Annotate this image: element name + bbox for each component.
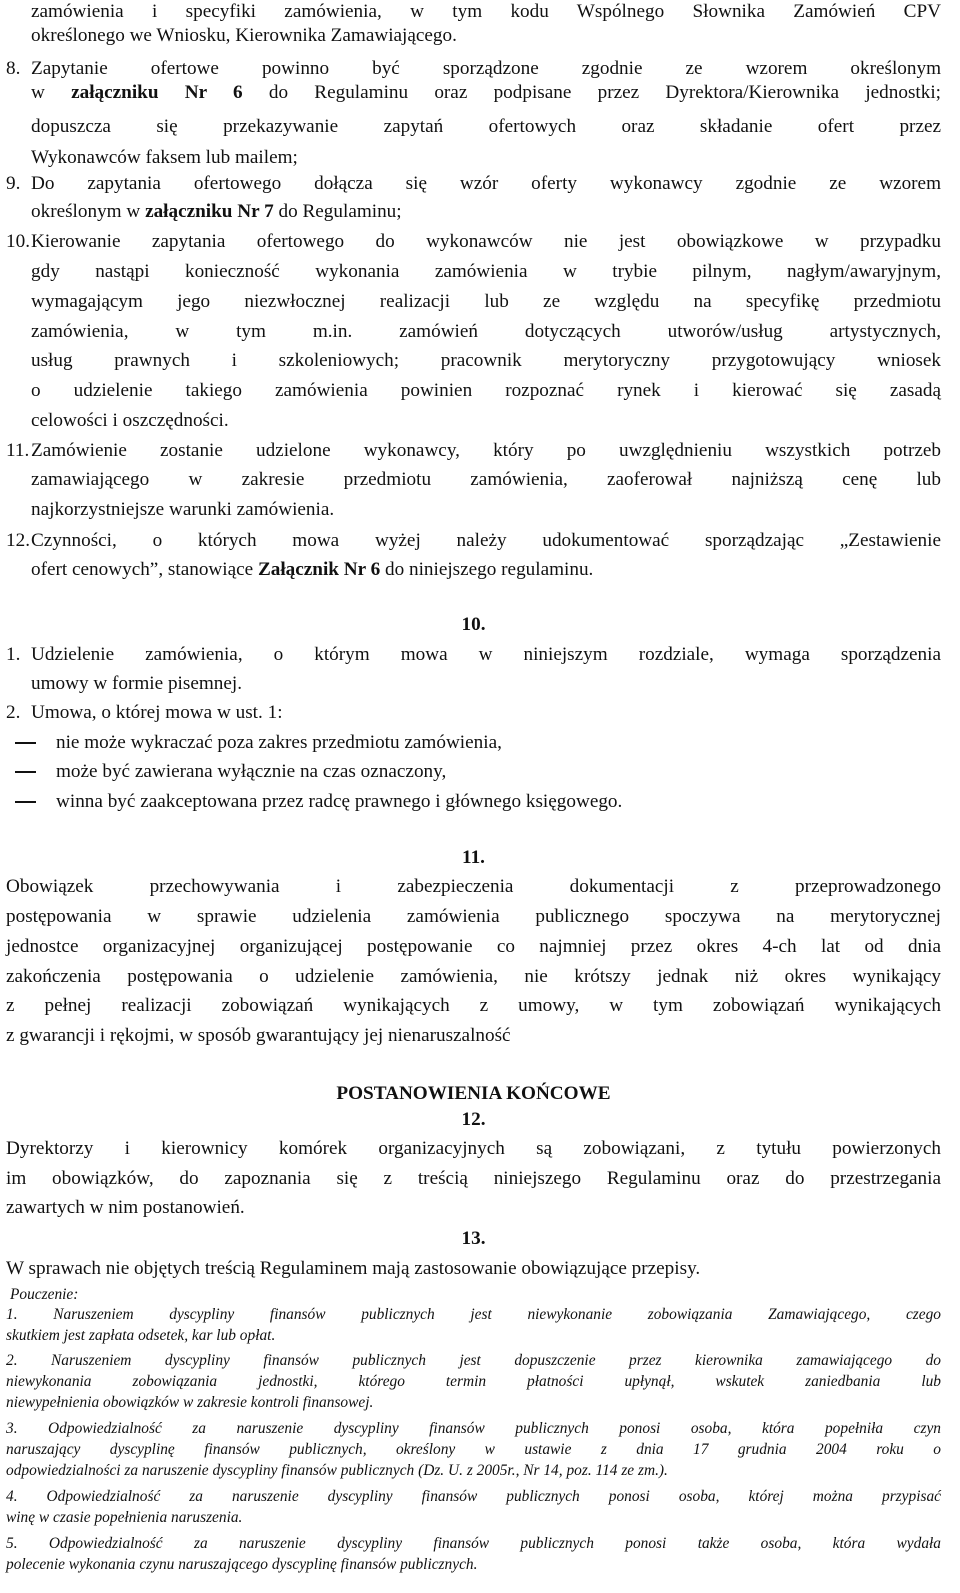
section-number: 11. — [462, 847, 485, 868]
footnote-line: 2. Naruszeniem dyscypliny finansów publicznych jest dopuszczenie przez kierownika zamawiającego do — [6, 1352, 941, 1369]
text-line: usług prawnych i szkoleniowych; pracownik merytoryczny przygotowujący wniosek — [31, 350, 941, 371]
text-line: im obowiązków, do zapoznania się z treścią niniejszego Regulaminu oraz do przestrzegania — [6, 1168, 941, 1189]
section-number: 12. — [461, 1109, 486, 1130]
footnote-line: niewypełnienia obowiązków w zakresie kontroli finansowej. — [6, 1394, 374, 1411]
text-line: najkorzystniejsze warunki zamówienia. — [31, 499, 335, 520]
text-line: zamawiającego w zakresie przedmiotu zamówienia, zaoferował najniższą cenę lub — [31, 469, 941, 490]
text-line: zakończenia postępowania o udzielenie zamówienia, nie krótszy jednak niż okres wynikający — [6, 966, 941, 987]
footnote-line: polecenie wykonania czynu naruszającego dyscyplinę finansów publicznych. — [6, 1556, 478, 1573]
text-line: zawartych w nim postanowień. — [6, 1197, 245, 1218]
section-number: 10. — [461, 614, 486, 635]
footnote-line: skutkiem jest zapłata odsetek, kar lub opłat. — [6, 1327, 276, 1344]
text-line: zamówienia i specyfiki zamówienia, w tym kodu Wspólnego Słownika Zamówień CPV — [31, 1, 941, 22]
text-line: z pełnej realizacji zobowiązań wynikających z umowy, w tym zobowiązań wynikających — [6, 995, 941, 1016]
list-item-11 — [6, 439, 941, 463]
list-item-2 — [6, 701, 941, 725]
footnote-line: 4. Odpowiedzialność za naruszenie dyscypliny finansów publicznych ponosi osoba, której można przypisać — [6, 1488, 941, 1505]
list-item-8 — [6, 57, 941, 81]
section-number: 13. — [461, 1228, 486, 1249]
text-line: określonego we Wniosku, Kierownika Zamawiającego. — [31, 25, 457, 46]
dash-bullet — [15, 801, 36, 803]
text-line: Kierowanie zapytania ofertowego do wykonawców nie jest obowiązkowe w przypadku — [31, 231, 941, 252]
footnote-line: naruszający dyscyplinę finansów publicznych, określony w ustawie z dnia 17 grudnia 2004 roku o — [6, 1441, 941, 1458]
dash-item: winna być zaakceptowana przez radcę prawnego i głównego księgowego. — [6, 790, 941, 814]
text-line: Wykonawców faksem lub mailem; — [31, 147, 298, 168]
item-number: 8. — [6, 58, 21, 79]
text-line: Umowa, o której mowa w ust. 1: — [31, 702, 283, 723]
footnote-line: winę w czasie popełnienia naruszenia. — [6, 1509, 243, 1526]
text-line: Zapytanie ofertowe powinno być sporządzone zgodnie ze wzorem określonym — [31, 58, 941, 79]
chapter-heading: POSTANOWIENIA KOŃCOWE — [336, 1083, 611, 1104]
text-line: zamówienia, w tym m.in. zamówień dotyczących utworów/usług artystycznych, — [31, 321, 941, 342]
text-line: Do zapytania ofertowego dołącza się wzór oferty wykonawcy zgodnie ze wzorem — [31, 173, 941, 194]
text-line: Czynności, o których mowa wyżej należy udokumentować sporządzając „Zestawienie — [31, 530, 941, 551]
dash-item: może być zawierana wyłącznie na czas oznaczony, — [6, 760, 941, 784]
text-line: gdy nastąpi konieczność wykonania zamówienia w trybie pilnym, nagłym/awaryjnym, — [31, 261, 941, 282]
footnote-line: 5. Odpowiedzialność za naruszenie dyscypliny finansów publicznych ponosi także osoba, która wydała — [6, 1535, 941, 1552]
text-line: celowości i oszczędności. — [31, 410, 229, 431]
dash-bullet — [15, 742, 36, 744]
item-number: 12. — [6, 530, 30, 551]
item-number: 11. — [6, 440, 30, 461]
text-line: Udzielenie zamówienia, o którym mowa w niniejszym rozdziale, wymaga sporządzenia — [31, 644, 941, 665]
text-line: z gwarancji i rękojmi, w sposób gwarantujący jej nienaruszalność — [6, 1025, 511, 1046]
footnote-line: 3. Odpowiedzialność za naruszenie dyscypliny finansów publicznych ponosi osoba, która popełniła czyn — [6, 1420, 941, 1437]
list-item-9 — [6, 172, 941, 196]
list-item-10 — [6, 230, 941, 254]
text-line: Dyrektorzy i kierownicy komórek organizacyjnych są zobowiązani, z tytułu powierzonych — [6, 1138, 941, 1159]
footnote-line: 1. Naruszeniem dyscypliny finansów publicznych jest niewykonanie zobowiązania Zamawiającego, czego — [6, 1306, 941, 1323]
item-number: 2. — [6, 702, 21, 723]
text-line: o udzielenie takiego zamówienia powinien rozpoznać rynek i kierować się zasadą — [31, 380, 941, 401]
footnote-heading: Pouczenie: — [10, 1286, 79, 1303]
text-line: Obowiązek przechowywania i zabezpieczenia dokumentacji z przeprowadzonego — [6, 876, 941, 897]
list-item-1 — [6, 643, 941, 667]
text-line: w załączniku Nr 6 do Regulaminu oraz podpisane przez Dyrektora/Kierownika jednostki; — [31, 82, 941, 103]
text-line: postępowania w sprawie udzielenia zamówienia publicznego spoczywa na merytorycznej — [6, 906, 941, 927]
item-number: 1. — [6, 644, 21, 665]
text-line: wymagającym jego niezwłocznej realizacji lub ze względu na specyfikę przedmiotu — [31, 291, 941, 312]
text-line: ofert cenowych”, stanowiące Załącznik Nr 6 do niniejszego regulaminu. — [31, 559, 594, 580]
text-line: Zamówienie zostanie udzielone wykonawcy, który po uwzględnieniu wszystkich potrzeb — [31, 440, 941, 461]
footnote-line: odpowiedzialności za naruszenie dyscypliny finansów publicznych (Dz. U. z 2005r., Nr 14, poz. 114 ze zm.). — [6, 1462, 668, 1479]
text-line: dopuszcza się przekazywanie zapytań ofertowych oraz składanie ofert przez — [31, 116, 941, 137]
item-number: 10. — [6, 231, 30, 252]
text-line: W sprawach nie objętych treścią Regulaminem mają zastosowanie obowiązujące przepisy. — [6, 1258, 701, 1279]
dash-item: nie może wykraczać poza zakres przedmiotu zamówienia, — [6, 731, 941, 755]
text-line: umowy w formie pisemnej. — [31, 673, 243, 694]
text-line: określonym w załączniku Nr 7 do Regulaminu; — [31, 201, 402, 222]
list-item-12 — [6, 529, 941, 553]
text-line: jednostce organizacyjnej organizującej postępowanie co najmniej przez okres 4-ch lat od dnia — [6, 936, 941, 957]
dash-bullet — [15, 771, 36, 773]
footnote-line: niewykonania zobowiązania jednostki, którego termin płatności upłynął, wskutek zaniedbania lub — [6, 1373, 941, 1390]
item-number: 9. — [6, 173, 21, 194]
